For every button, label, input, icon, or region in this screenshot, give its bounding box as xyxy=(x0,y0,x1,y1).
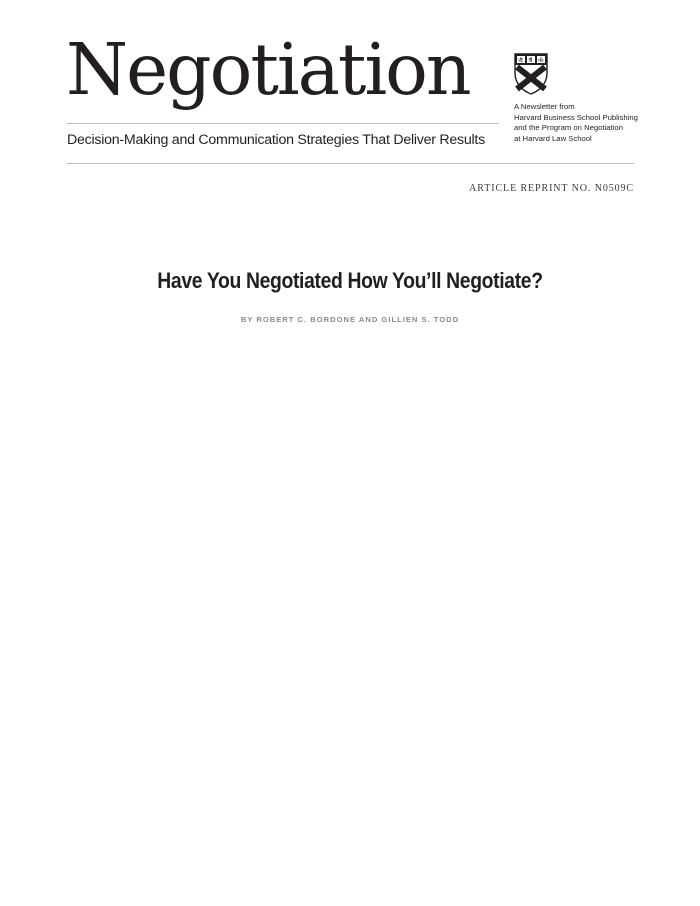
masthead-top-rule xyxy=(67,123,499,124)
publisher-info xyxy=(514,102,638,144)
masthead-title: Negotiation xyxy=(66,28,470,111)
svg-text:RI: RI xyxy=(528,57,533,63)
publisher-line: and the Program on Negotiation xyxy=(514,123,623,132)
masthead-bottom-rule xyxy=(67,163,634,164)
masthead-tagline: Decision-Making and Communication Strategies That Deliver Results xyxy=(67,132,485,148)
article-byline: BY ROBERT C. BORDONE AND GILLIEN S. TODD xyxy=(240,315,460,324)
article-reprint-number: ARTICLE REPRINT NO. N0509C xyxy=(469,183,634,194)
harvard-shield-icon xyxy=(514,53,548,95)
svg-text:VE: VE xyxy=(518,57,524,63)
article-title: Have You Negotiated How You’ll Negotiate? xyxy=(157,268,543,293)
svg-text:TAS: TAS xyxy=(537,58,544,63)
publisher-line: at Harvard Law School xyxy=(514,133,592,143)
publisher-line: A Newsletter from xyxy=(514,102,575,111)
publisher-line: Harvard Business School Publishing xyxy=(514,112,638,122)
